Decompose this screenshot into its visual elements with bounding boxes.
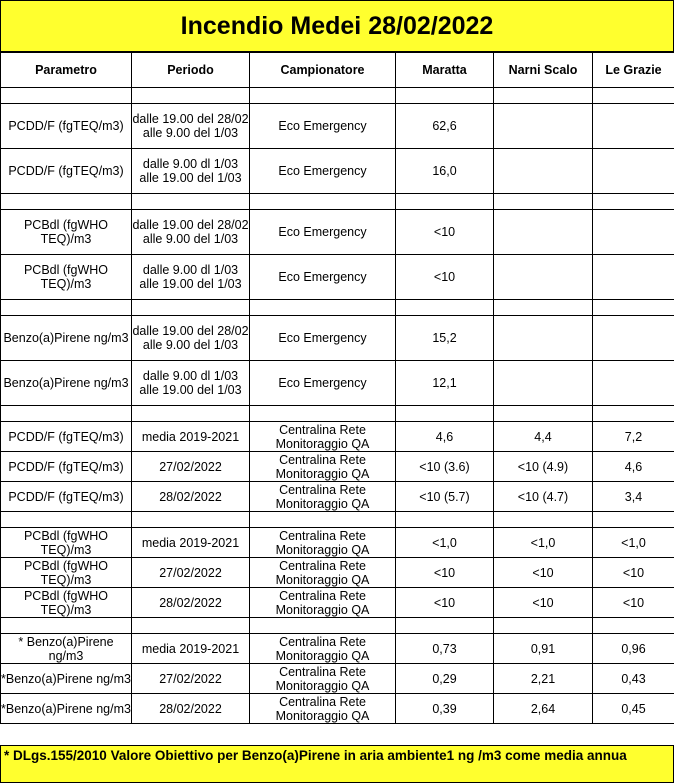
spacer-cell (593, 618, 674, 634)
spacer-cell (494, 618, 593, 634)
page-title: Incendio Medei 28/02/2022 (0, 0, 674, 52)
table-row (1, 452, 674, 482)
cell-le-grazie (593, 210, 674, 255)
cell-narni-scalo: <1,0 (494, 528, 593, 558)
table-row (1, 694, 674, 724)
cell-periodo: 28/02/2022 (132, 694, 250, 724)
spacer-row (1, 618, 674, 634)
cell-parametro: PCDD/F (fgTEQ/m3) (1, 104, 132, 149)
spacer-row (1, 406, 674, 422)
cell-periodo: 28/02/2022 (132, 588, 250, 618)
cell-le-grazie (593, 104, 674, 149)
cell-campionatore: Centralina Rete Monitoraggio QA (250, 482, 396, 512)
spacer-cell (250, 300, 396, 316)
spacer-cell (494, 194, 593, 210)
cell-parametro: PCDD/F (fgTEQ/m3) (1, 149, 132, 194)
spacer-cell (396, 88, 494, 104)
cell-campionatore: Centralina Rete Monitoraggio QA (250, 528, 396, 558)
cell-maratta: <10 (3.6) (396, 452, 494, 482)
cell-le-grazie: 3,4 (593, 482, 674, 512)
spacer-cell (593, 300, 674, 316)
spacer-cell (396, 194, 494, 210)
results-table (0, 52, 674, 724)
table-row (1, 588, 674, 618)
table-header (1, 53, 674, 88)
footnote: * DLgs.155/2010 Valore Obiettivo per Benzo(a)Pirene in aria ambiente1 ng /m3 come media annua (0, 745, 674, 783)
cell-le-grazie: <10 (593, 588, 674, 618)
cell-maratta: <10 (396, 558, 494, 588)
header-maratta: Maratta (396, 53, 494, 88)
spacer-cell (250, 512, 396, 528)
cell-parametro: PCBdl (fgWHO TEQ)/m3 (1, 588, 132, 618)
cell-periodo: dalle 19.00 del 28/02 alle 9.00 del 1/03 (132, 316, 250, 361)
cell-le-grazie (593, 255, 674, 300)
cell-narni-scalo (494, 104, 593, 149)
cell-periodo: dalle 9.00 dl 1/03 alle 19.00 del 1/03 (132, 361, 250, 406)
cell-maratta: <10 (396, 588, 494, 618)
spacer-cell (494, 512, 593, 528)
cell-narni-scalo (494, 149, 593, 194)
cell-periodo: media 2019-2021 (132, 528, 250, 558)
table-row (1, 255, 674, 300)
spacer-cell (1, 618, 132, 634)
header-le-grazie: Le Grazie (593, 53, 674, 88)
cell-le-grazie (593, 316, 674, 361)
cell-parametro: PCBdl (fgWHO TEQ)/m3 (1, 558, 132, 588)
spacer-cell (593, 88, 674, 104)
cell-maratta: 16,0 (396, 149, 494, 194)
cell-campionatore: Eco Emergency (250, 361, 396, 406)
spacer-row (1, 300, 674, 316)
cell-maratta: <1,0 (396, 528, 494, 558)
table-row (1, 422, 674, 452)
cell-maratta: 0,29 (396, 664, 494, 694)
cell-campionatore: Centralina Rete Monitoraggio QA (250, 664, 396, 694)
spacer-cell (250, 406, 396, 422)
cell-parametro: PCDD/F (fgTEQ/m3) (1, 452, 132, 482)
cell-parametro: PCDD/F (fgTEQ/m3) (1, 422, 132, 452)
cell-narni-scalo (494, 210, 593, 255)
spacer-cell (250, 88, 396, 104)
spacer-cell (494, 300, 593, 316)
cell-campionatore: Centralina Rete Monitoraggio QA (250, 558, 396, 588)
spacer-cell (494, 88, 593, 104)
cell-le-grazie: <1,0 (593, 528, 674, 558)
spacer-cell (132, 512, 250, 528)
cell-maratta: <10 (396, 210, 494, 255)
cell-narni-scalo: 4,4 (494, 422, 593, 452)
cell-parametro: * Benzo(a)Pirene ng/m3 (1, 634, 132, 664)
cell-narni-scalo (494, 255, 593, 300)
spacer-cell (593, 512, 674, 528)
cell-le-grazie: <10 (593, 558, 674, 588)
spacer-cell (1, 406, 132, 422)
spacer-cell (132, 194, 250, 210)
cell-campionatore: Centralina Rete Monitoraggio QA (250, 634, 396, 664)
spacer-cell (396, 300, 494, 316)
table-row (1, 210, 674, 255)
cell-periodo: media 2019-2021 (132, 634, 250, 664)
cell-campionatore: Eco Emergency (250, 255, 396, 300)
cell-periodo: 27/02/2022 (132, 664, 250, 694)
table-row (1, 558, 674, 588)
spacer-row (1, 88, 674, 104)
table-row (1, 361, 674, 406)
spacer-cell (1, 194, 132, 210)
cell-campionatore: Centralina Rete Monitoraggio QA (250, 588, 396, 618)
cell-parametro: *Benzo(a)Pirene ng/m3 (1, 694, 132, 724)
cell-parametro: Benzo(a)Pirene ng/m3 (1, 361, 132, 406)
table-row (1, 634, 674, 664)
cell-narni-scalo (494, 361, 593, 406)
spacer-cell (593, 406, 674, 422)
spacer-cell (396, 512, 494, 528)
cell-parametro: PCBdl (fgWHO TEQ)/m3 (1, 210, 132, 255)
cell-campionatore: Eco Emergency (250, 149, 396, 194)
cell-maratta: <10 (5.7) (396, 482, 494, 512)
table-row (1, 149, 674, 194)
cell-le-grazie: 4,6 (593, 452, 674, 482)
cell-narni-scalo: 0,91 (494, 634, 593, 664)
header-periodo: Periodo (132, 53, 250, 88)
cell-maratta: 15,2 (396, 316, 494, 361)
cell-campionatore: Eco Emergency (250, 104, 396, 149)
spacer-cell (1, 512, 132, 528)
spacer-cell (396, 618, 494, 634)
cell-narni-scalo: 2,64 (494, 694, 593, 724)
cell-le-grazie (593, 361, 674, 406)
cell-narni-scalo: <10 (4.7) (494, 482, 593, 512)
cell-periodo: 27/02/2022 (132, 558, 250, 588)
cell-periodo: 27/02/2022 (132, 452, 250, 482)
cell-periodo: media 2019-2021 (132, 422, 250, 452)
cell-maratta: 12,1 (396, 361, 494, 406)
cell-narni-scalo: <10 (4.9) (494, 452, 593, 482)
spacer-cell (132, 406, 250, 422)
spacer-cell (1, 300, 132, 316)
cell-le-grazie: 7,2 (593, 422, 674, 452)
table-row (1, 104, 674, 149)
cell-campionatore: Eco Emergency (250, 210, 396, 255)
spacer-cell (250, 618, 396, 634)
spacer-cell (494, 406, 593, 422)
header-narni-scalo: Narni Scalo (494, 53, 593, 88)
table-body (1, 88, 674, 724)
spacer-cell (1, 88, 132, 104)
cell-campionatore: Eco Emergency (250, 316, 396, 361)
cell-narni-scalo: <10 (494, 558, 593, 588)
cell-maratta: 0,39 (396, 694, 494, 724)
spacer-cell (132, 88, 250, 104)
cell-parametro: Benzo(a)Pirene ng/m3 (1, 316, 132, 361)
table-row (1, 528, 674, 558)
spacer-cell (250, 194, 396, 210)
cell-le-grazie: 0,43 (593, 664, 674, 694)
spacer-row (1, 512, 674, 528)
cell-periodo: 28/02/2022 (132, 482, 250, 512)
spacer-cell (132, 618, 250, 634)
cell-le-grazie (593, 149, 674, 194)
cell-campionatore: Centralina Rete Monitoraggio QA (250, 694, 396, 724)
cell-maratta: 4,6 (396, 422, 494, 452)
cell-periodo: dalle 9.00 dl 1/03 alle 19.00 del 1/03 (132, 149, 250, 194)
cell-parametro: PCBdl (fgWHO TEQ)/m3 (1, 255, 132, 300)
cell-maratta: <10 (396, 255, 494, 300)
cell-parametro: *Benzo(a)Pirene ng/m3 (1, 664, 132, 694)
spacer-cell (132, 300, 250, 316)
spacer-cell (396, 406, 494, 422)
cell-campionatore: Centralina Rete Monitoraggio QA (250, 452, 396, 482)
cell-periodo: dalle 9.00 dl 1/03 alle 19.00 del 1/03 (132, 255, 250, 300)
header-campionatore: Campionatore (250, 53, 396, 88)
header-row (1, 53, 674, 88)
spacer-cell (593, 194, 674, 210)
cell-parametro: PCBdl (fgWHO TEQ)/m3 (1, 528, 132, 558)
header-parametro: Parametro (1, 53, 132, 88)
cell-narni-scalo: <10 (494, 588, 593, 618)
cell-le-grazie: 0,45 (593, 694, 674, 724)
cell-narni-scalo: 2,21 (494, 664, 593, 694)
cell-parametro: PCDD/F (fgTEQ/m3) (1, 482, 132, 512)
table-row (1, 664, 674, 694)
cell-maratta: 0,73 (396, 634, 494, 664)
cell-periodo: dalle 19.00 del 28/02 alle 9.00 del 1/03 (132, 210, 250, 255)
table-row (1, 316, 674, 361)
cell-periodo: dalle 19.00 del 28/02 alle 9.00 del 1/03 (132, 104, 250, 149)
cell-le-grazie: 0,96 (593, 634, 674, 664)
cell-narni-scalo (494, 316, 593, 361)
table-row (1, 482, 674, 512)
cell-maratta: 62,6 (396, 104, 494, 149)
spacer-row (1, 194, 674, 210)
cell-campionatore: Centralina Rete Monitoraggio QA (250, 422, 396, 452)
